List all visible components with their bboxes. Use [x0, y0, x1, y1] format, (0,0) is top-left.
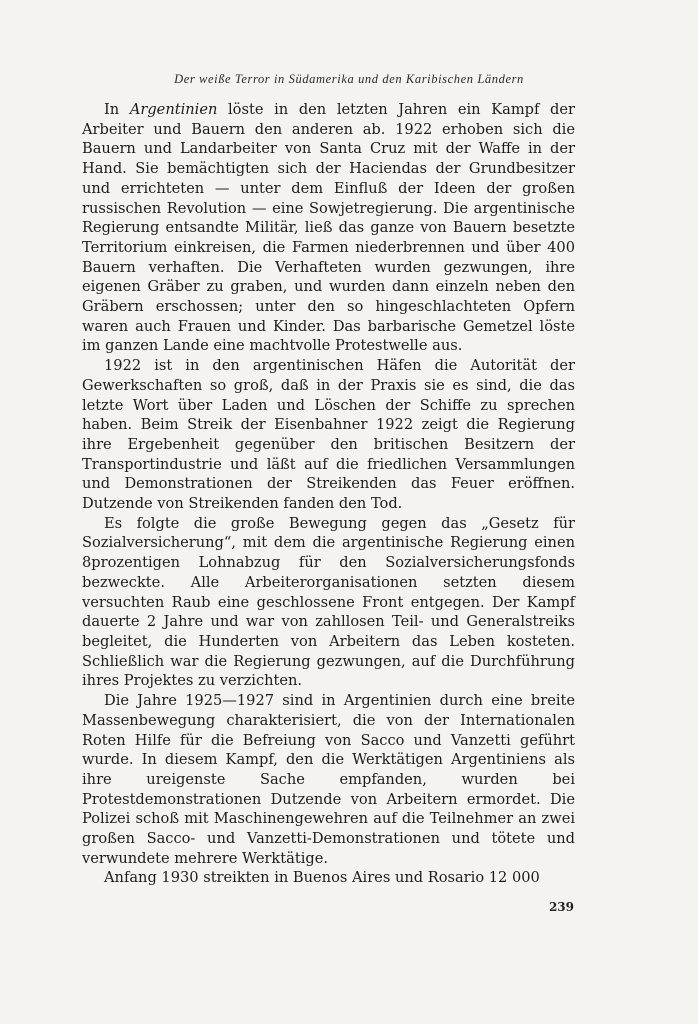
page-number: 239	[548, 900, 574, 914]
emphasis-argentinien: Argentinien	[129, 101, 218, 118]
paragraph-sozialversicherung: Es folgte die große Bewegung gegen das „Gesetz für Sozialversicherung“, mit dem die argentinische Regierung einen 8prozentigen Lohnabzug für den Sozialversicherungsfonds bezweckte. Alle Arbeiterorganisationen setzten diesem versuchten Raub eine geschlossene Front entgegen. Der Kampf dauerte 2 Jahre und war von zahllosen Teil- und Generalstreiks begleitet, die Hunderten von Arbeitern das Leben kosteten. Schließlich war die Regierung gezwungen, auf die Durchführung ihres Projektes zu verzichten.	[82, 514, 575, 690]
paragraph-argentinien	[82, 100, 575, 356]
paragraph-lead: In	[104, 101, 130, 118]
paragraph-gewerkschaften: 1922 ist in den argentinischen Häfen die Autorität der Gewerkschaften so groß, daß in der Praxis sie es sind, die das letzte Wort über Laden und Löschen der Schiffe zu sprechen haben. Beim Streik der Eisenbahner 1922 zeigt die Regierung ihre Ergebenheit gegenüber den britischen Besitzern der Transportindustrie und läßt auf die friedlichen Versammlungen und Demonstrationen der Streikenden das Feuer eröffnen. Dutzende von Streikenden fanden den Tod.	[82, 357, 575, 513]
body-text	[82, 100, 575, 888]
running-head: Der weiße Terror in Südamerika und den Karibischen Ländern	[174, 72, 524, 86]
paragraph-sacco-vanzetti: Die Jahre 1925—1927 sind in Argentinien durch eine breite Massenbewegung charakterisiert, die von der Internationalen Roten Hilfe für die Befreiung von Sacco und Vanzetti geführt wurde. In diesem Kampf, den die Werktätigen Argentiniens als ihre ureigenste Sache empfanden, wurden bei Protestdemonstrationen Dutzende von Arbeitern ermordet. Die Polizei schoß mit Maschinengewehren auf die Teilnehmer an zwei großen Sacco- und Vanzetti-Demonstrationen und tötete und verwundete mehrere Werktätige.	[82, 692, 575, 867]
paragraph-anfang-1930: Anfang 1930 streikten in Buenos Aires und Rosario 12 000	[104, 869, 540, 887]
paragraph-rest: löste in den letzten Jahren ein Kampf der Arbeiter und Bauern den anderen ab. 1922 erhoben sich die Bauern und Landarbeiter von Santa Cruz mit der Waffe in der Hand. Sie bemächtigten sich der Haciendas der Grundbesitzer und errichteten — unter dem Einfluß der Ideen der großen russischen Revolution — eine Sowjetregierung. Die argentinische Regierung entsandte Militär, ließ das ganze von Bauern besetzte Territorium einkreisen, die Farmen niederbrennen und über 400 Bauern verhaften. Die Verhafteten wurden gezwungen, ihre eigenen Gräber zu graben, und wurden dann einzeln neben den Gräbern erschossen; unter den so hingeschlachteten Opfern waren auch Frauen und Kinder. Das barbarische Gemetzel löste im ganzen Lande eine machtvolle Protestwelle aus.	[82, 101, 576, 355]
